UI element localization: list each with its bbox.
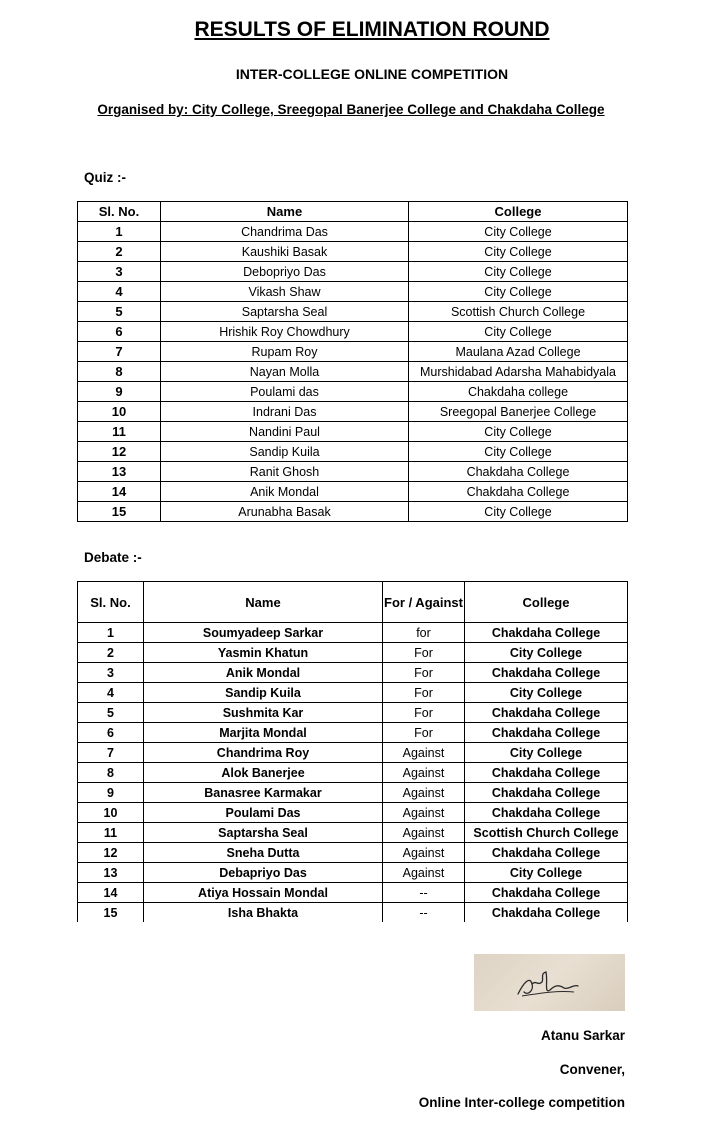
cell-sl-no: 14: [78, 883, 144, 903]
convener-name: Atanu Sarkar: [540, 1028, 625, 1043]
cell-name: Vikash Shaw: [161, 282, 409, 302]
cell-name: Debopriyo Das: [161, 262, 409, 282]
table-row: [78, 382, 628, 402]
table-row: [78, 783, 628, 803]
cell-college: Chakdaha College: [465, 763, 628, 783]
cell-name: Isha Bhakta: [144, 903, 383, 923]
cell-sl-no: 3: [78, 663, 144, 683]
cell-sl-no: 8: [78, 362, 161, 382]
cell-for-against: Against: [383, 823, 465, 843]
cell-name: Chandrima Roy: [144, 743, 383, 763]
cell-college: Chakdaha College: [465, 723, 628, 743]
table-row: [78, 883, 628, 903]
column-header-sl-no: Sl. No.: [78, 582, 144, 623]
cell-name: Poulami Das: [144, 803, 383, 823]
cell-college: City College: [409, 502, 628, 522]
cell-sl-no: 11: [78, 823, 144, 843]
cell-sl-no: 5: [78, 302, 161, 322]
cell-name: Nandini Paul: [161, 422, 409, 442]
table-header-row: [78, 582, 628, 623]
cell-sl-no: 5: [78, 703, 144, 723]
table-row: [78, 322, 628, 342]
cell-college: City College: [465, 643, 628, 663]
cell-college: Chakdaha College: [465, 843, 628, 863]
cell-sl-no: 7: [78, 342, 161, 362]
convener-organization: Online Inter-college competition: [418, 1095, 625, 1110]
cell-name: Saptarsha Seal: [144, 823, 383, 843]
cell-name: Sneha Dutta: [144, 843, 383, 863]
cell-sl-no: 9: [78, 783, 144, 803]
cell-sl-no: 10: [78, 402, 161, 422]
table-row: [78, 422, 628, 442]
cell-sl-no: 10: [78, 803, 144, 823]
cell-college: City College: [409, 422, 628, 442]
table-row: [78, 282, 628, 302]
column-header-college: College: [465, 582, 628, 623]
cell-sl-no: 9: [78, 382, 161, 402]
table-header-row: [78, 202, 628, 222]
cell-college: Chakdaha College: [465, 663, 628, 683]
table-row: [78, 723, 628, 743]
cell-for-against: Against: [383, 843, 465, 863]
cell-for-against: For: [383, 643, 465, 663]
table-row: [78, 643, 628, 663]
table-row: [78, 683, 628, 703]
cell-name: Sushmita Kar: [144, 703, 383, 723]
cell-name: Alok Banerjee: [144, 763, 383, 783]
table-row: [78, 623, 628, 643]
cell-for-against: --: [383, 903, 465, 923]
cell-sl-no: 7: [78, 743, 144, 763]
cell-for-against: --: [383, 883, 465, 903]
cell-college: Scottish Church College: [465, 823, 628, 843]
cell-sl-no: 1: [78, 623, 144, 643]
quiz-results-table: [77, 201, 628, 522]
cell-college: Chakdaha College: [465, 783, 628, 803]
column-header-name: Name: [161, 202, 409, 222]
cell-name: Banasree Karmakar: [144, 783, 383, 803]
cell-name: Sandip Kuila: [161, 442, 409, 462]
cell-name: Anik Mondal: [144, 663, 383, 683]
cell-college: City College: [409, 442, 628, 462]
cell-for-against: For: [383, 683, 465, 703]
cell-college: City College: [409, 282, 628, 302]
cell-college: Chakdaha College: [465, 803, 628, 823]
table-row: [78, 703, 628, 723]
cell-name: Debapriyo Das: [144, 863, 383, 883]
debate-section-label: Debate :-: [84, 550, 142, 565]
cell-college: City College: [409, 222, 628, 242]
cell-college: City College: [465, 743, 628, 763]
competition-subtitle: INTER-COLLEGE ONLINE COMPETITION: [235, 66, 509, 82]
table-row: [78, 863, 628, 883]
cell-sl-no: 4: [78, 683, 144, 703]
cell-name: Kaushiki Basak: [161, 242, 409, 262]
cell-name: Marjita Mondal: [144, 723, 383, 743]
cell-sl-no: 13: [78, 462, 161, 482]
cell-sl-no: 8: [78, 763, 144, 783]
cell-college: Chakdaha College: [465, 703, 628, 723]
cell-sl-no: 14: [78, 482, 161, 502]
cell-name: Nayan Molla: [161, 362, 409, 382]
cell-for-against: For: [383, 723, 465, 743]
cell-for-against: Against: [383, 763, 465, 783]
cell-for-against: For: [383, 703, 465, 723]
cell-sl-no: 12: [78, 442, 161, 462]
cell-name: Indrani Das: [161, 402, 409, 422]
cell-college: Chakdaha College: [409, 482, 628, 502]
table-row: [78, 402, 628, 422]
table-row: [78, 462, 628, 482]
cell-name: Saptarsha Seal: [161, 302, 409, 322]
cell-name: Yasmin Khatun: [144, 643, 383, 663]
cell-college: Chakdaha College: [465, 623, 628, 643]
cell-college: City College: [409, 322, 628, 342]
cell-for-against: for: [383, 623, 465, 643]
cell-college: Chakdaha college: [409, 382, 628, 402]
table-row: [78, 302, 628, 322]
table-row: [78, 362, 628, 382]
cell-college: City College: [465, 863, 628, 883]
organised-by-line: Organised by: City College, Sreegopal Banerjee College and Chakdaha College: [97, 102, 605, 117]
cell-college: City College: [409, 262, 628, 282]
cell-sl-no: 11: [78, 422, 161, 442]
cell-college: City College: [409, 242, 628, 262]
cell-sl-no: 1: [78, 222, 161, 242]
cell-name: Anik Mondal: [161, 482, 409, 502]
cell-name: Ranit Ghosh: [161, 462, 409, 482]
cell-college: Scottish Church College: [409, 302, 628, 322]
table-row: [78, 482, 628, 502]
cell-college: Chakdaha College: [465, 883, 628, 903]
debate-results-table: [77, 581, 628, 922]
cell-name: Atiya Hossain Mondal: [144, 883, 383, 903]
column-header-college: College: [409, 202, 628, 222]
table-row: [78, 502, 628, 522]
convener-designation: Convener,: [559, 1062, 625, 1077]
signature-image: [474, 954, 625, 1011]
column-header-for-against: For / Against: [383, 582, 465, 623]
cell-college: Chakdaha College: [465, 903, 628, 923]
cell-name: Sandip Kuila: [144, 683, 383, 703]
cell-sl-no: 13: [78, 863, 144, 883]
table-row: [78, 763, 628, 783]
cell-name: Chandrima Das: [161, 222, 409, 242]
table-row: [78, 663, 628, 683]
cell-sl-no: 15: [78, 903, 144, 923]
cell-for-against: For: [383, 663, 465, 683]
cell-college: Murshidabad Adarsha Mahabidyala: [409, 362, 628, 382]
table-row: [78, 823, 628, 843]
cell-for-against: Against: [383, 743, 465, 763]
cell-college: City College: [465, 683, 628, 703]
table-row: [78, 262, 628, 282]
cell-college: Sreegopal Banerjee College: [409, 402, 628, 422]
column-header-name: Name: [144, 582, 383, 623]
cell-name: Hrishik Roy Chowdhury: [161, 322, 409, 342]
signature-icon: [474, 954, 625, 1011]
cell-sl-no: 3: [78, 262, 161, 282]
column-header-sl-no: Sl. No.: [78, 202, 161, 222]
cell-for-against: Against: [383, 863, 465, 883]
cell-sl-no: 2: [78, 643, 144, 663]
cell-sl-no: 4: [78, 282, 161, 302]
table-row: [78, 903, 628, 923]
table-row: [78, 242, 628, 262]
table-row: [78, 342, 628, 362]
cell-for-against: Against: [383, 803, 465, 823]
cell-for-against: Against: [383, 783, 465, 803]
table-row: [78, 843, 628, 863]
cell-sl-no: 2: [78, 242, 161, 262]
cell-sl-no: 6: [78, 322, 161, 342]
table-row: [78, 803, 628, 823]
cell-college: Chakdaha College: [409, 462, 628, 482]
table-row: [78, 222, 628, 242]
cell-sl-no: 12: [78, 843, 144, 863]
table-row: [78, 442, 628, 462]
cell-sl-no: 15: [78, 502, 161, 522]
cell-sl-no: 6: [78, 723, 144, 743]
cell-college: Maulana Azad College: [409, 342, 628, 362]
page-title: RESULTS OF ELIMINATION ROUND: [194, 18, 550, 41]
cell-name: Soumyadeep Sarkar: [144, 623, 383, 643]
cell-name: Arunabha Basak: [161, 502, 409, 522]
quiz-section-label: Quiz :-: [84, 170, 126, 185]
table-row: [78, 743, 628, 763]
cell-name: Rupam Roy: [161, 342, 409, 362]
cell-name: Poulami das: [161, 382, 409, 402]
